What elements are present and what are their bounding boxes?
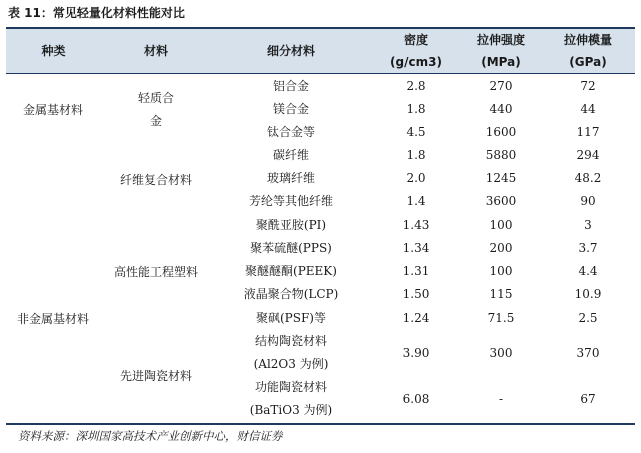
ceramic-name-line1: 功能陶瓷材料	[254, 380, 327, 394]
source-note: 资料来源：深圳国家高技术产业创新中心，财信证券	[18, 429, 283, 443]
header-tensile-modulus-unit: (GPa)	[569, 54, 607, 69]
row-strength: 115	[489, 287, 513, 301]
row-modulus: 4.4	[578, 264, 598, 278]
header-tensile-strength-unit: (MPa)	[481, 54, 521, 69]
row-modulus: 48.2	[574, 171, 602, 185]
header-density: 密度	[403, 32, 428, 47]
row-strength: 5880	[485, 148, 517, 162]
header-rule	[6, 73, 635, 74]
row-strength: 300	[489, 345, 513, 360]
ceramic-name-line2: (Al2O3 为例)	[253, 357, 329, 371]
row-name: 液晶聚合物(LCP)	[243, 287, 339, 301]
row-density: 1.4	[406, 194, 426, 208]
row-density: 1.50	[402, 287, 430, 301]
table-caption: 表 11：常见轻量化材料性能对比	[8, 6, 185, 20]
ceramic-name-line2: (BaTiO3 为例)	[249, 403, 333, 417]
row-modulus: 3	[584, 218, 592, 232]
row-name: 聚砜(PSF)等	[256, 311, 326, 325]
row-strength: 1245	[485, 171, 517, 185]
header-subtype: 细分材料	[266, 43, 315, 58]
row-strength: 3600	[485, 194, 517, 208]
row-modulus: 44	[580, 102, 596, 116]
row-density: 6.08	[402, 392, 430, 406]
row-strength: -	[498, 392, 504, 406]
group-ceramic: 先进陶瓷材料	[119, 369, 192, 383]
group-fiber-composite: 纤维复合材料	[119, 172, 192, 187]
row-modulus: 90	[580, 194, 596, 208]
row-name: 镁合金	[272, 102, 309, 116]
row-modulus: 2.5	[578, 311, 598, 325]
row-name: 聚苯硫醚(PPS)	[250, 241, 332, 255]
header-category: 种类	[41, 43, 66, 58]
header-material: 材料	[143, 43, 168, 58]
group-metal: 金属基材料	[22, 102, 83, 117]
row-strength: 200	[489, 241, 513, 255]
group-nonmetal: 非金属基材料	[16, 311, 89, 326]
row-strength: 71.5	[487, 311, 515, 325]
row-modulus: 117	[576, 125, 600, 139]
row-name: 碳纤维	[272, 148, 309, 162]
row-modulus: 3.7	[578, 241, 598, 255]
header-density-unit: (g/cm3)	[390, 54, 442, 69]
row-density: 4.5	[406, 125, 426, 139]
row-modulus: 67	[580, 392, 596, 406]
row-modulus: 294	[576, 148, 600, 162]
row-modulus: 10.9	[574, 287, 602, 301]
ceramic-name-line1: 结构陶瓷材料	[254, 334, 327, 348]
row-strength: 270	[489, 79, 513, 93]
row-name: 钛合金等	[266, 125, 315, 139]
row-name: 聚醚醚酮(PEEK)	[245, 264, 337, 278]
header-tensile-strength: 拉伸强度	[476, 32, 525, 47]
row-density: 2.0	[406, 171, 426, 185]
row-strength: 1600	[485, 125, 517, 139]
row-modulus: 370	[576, 345, 600, 360]
row-density: 1.8	[406, 102, 426, 116]
header-tensile-modulus: 拉伸模量	[563, 32, 612, 47]
row-modulus: 72	[580, 79, 596, 93]
row-strength: 100	[489, 218, 513, 232]
group-light-alloy: 轻质合金	[137, 91, 174, 128]
row-density: 1.24	[402, 311, 430, 325]
row-density: 1.31	[402, 264, 430, 278]
row-density: 1.8	[406, 148, 426, 162]
bottom-rule	[6, 423, 635, 425]
row-density: 1.43	[402, 218, 430, 232]
group-engineering-plastic: 高性能工程塑料	[113, 265, 198, 279]
row-density: 3.90	[402, 345, 430, 360]
row-density: 2.8	[406, 79, 426, 93]
row-density: 1.34	[402, 241, 430, 255]
row-name: 玻璃纤维	[266, 171, 315, 185]
row-name: 铝合金	[272, 79, 309, 93]
row-strength: 100	[489, 264, 513, 278]
row-strength: 440	[489, 102, 513, 116]
row-name: 芳纶等其他纤维	[248, 194, 333, 208]
row-name: 聚酰亚胺(PI)	[255, 218, 327, 232]
